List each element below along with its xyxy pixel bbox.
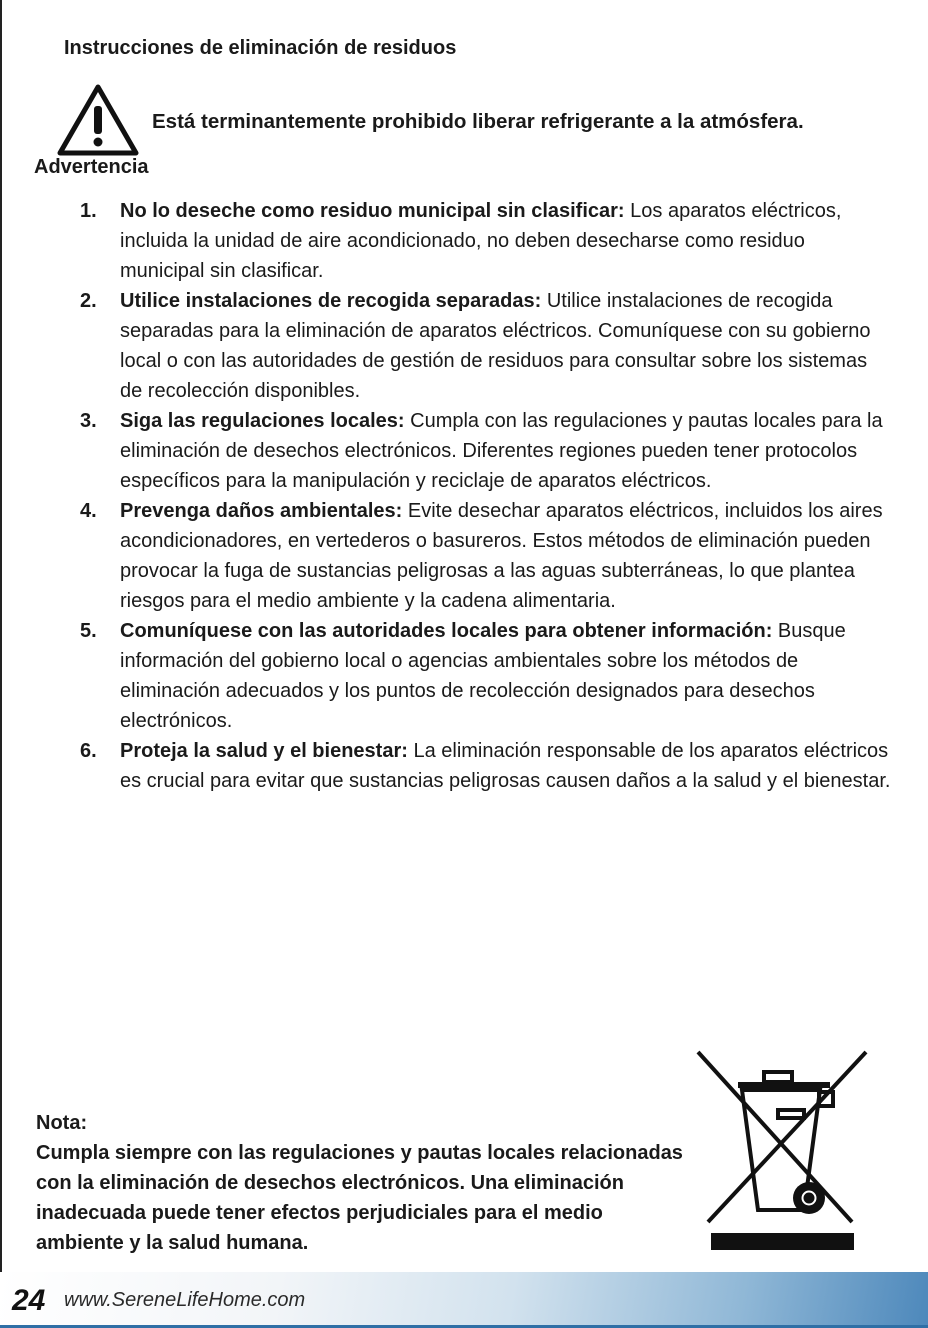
item-text: Busque información del gobierno local o agencias ambientales sobre los métodos de eliminación adecuados y los puntos de recolección designados para desechos electrónicos. [120, 620, 846, 732]
note-block [36, 1108, 726, 1258]
item-text: Los aparatos eléctricos, incluida la unidad de aire acondicionado, no deben desecharse como residuo municipal sin clasificar. [120, 200, 842, 282]
warning-label: Advertencia [34, 156, 149, 178]
note-line: Cumpla siempre con las regulaciones y pautas locales relacionadas [36, 1142, 683, 1164]
item-number: 2. [80, 290, 97, 312]
note-line: ambiente y la salud humana. [36, 1232, 309, 1254]
item-text: Utilice instalaciones de recogida separadas para la eliminación de aparatos eléctricos. Comuníquese con su gobierno local o con las autoridades de gestión de residuos para consultar sobre los sistemas de recolección disponibles. [120, 290, 871, 402]
page-number: 24 [12, 1284, 46, 1317]
list-item [80, 496, 892, 616]
item-text: Evite desechar aparatos eléctricos, incluidos los aires acondicionadores, en vertederos o basureros. Estos métodos de eliminación pueden provocar la fuga de sustancias peligrosas a las aguas subterráneas, lo que plantea riesgos para el medio ambiente y la cadena alimentaria. [120, 500, 883, 612]
list-item [80, 196, 892, 286]
page-left-border [0, 0, 2, 1328]
warning-triangle-icon [55, 82, 141, 158]
note-line: inadecuada puede tener efectos perjudiciales para el medio [36, 1202, 603, 1224]
item-lead: Comuníquese con las autoridades locales para obtener información: [120, 620, 773, 642]
item-number: 3. [80, 410, 97, 432]
item-number: 1. [80, 200, 97, 222]
list-item [80, 736, 892, 796]
item-text: La eliminación responsable de los aparatos eléctricos es crucial para evitar que sustancias peligrosas causen daños a la salud y el bienestar. [120, 740, 891, 792]
item-number: 5. [80, 620, 97, 642]
warning-text: Está terminantemente prohibido liberar refrigerante a la atmósfera. [152, 110, 804, 133]
item-lead: Proteja la salud y el bienestar: [120, 740, 408, 762]
disposal-instructions-list [80, 196, 892, 796]
item-lead: Prevenga daños ambientales: [120, 500, 403, 522]
item-lead: Siga las regulaciones locales: [120, 410, 405, 432]
list-item [80, 616, 892, 736]
page-heading: Instrucciones de eliminación de residuos [64, 37, 457, 59]
list-item [80, 286, 892, 406]
list-item [80, 406, 892, 496]
item-number: 4. [80, 500, 97, 522]
crossed-out-wheelie-bin-icon [694, 1048, 870, 1256]
note-title: Nota: [36, 1112, 88, 1134]
item-text: Cumpla con las regulaciones y pautas locales para la eliminación de desechos electrónicos. Diferentes regiones pueden tener protocolos específicos para la manipulación y reciclaje de aparatos eléctricos. [120, 410, 883, 492]
website-link[interactable]: www.SereneLifeHome.com [64, 1289, 306, 1311]
note-line: con la eliminación de desechos electrónicos. Una eliminación [36, 1172, 624, 1194]
item-number: 6. [80, 740, 97, 762]
item-lead: Utilice instalaciones de recogida separadas: [120, 290, 542, 312]
item-lead: No lo deseche como residuo municipal sin clasificar: [120, 200, 625, 222]
